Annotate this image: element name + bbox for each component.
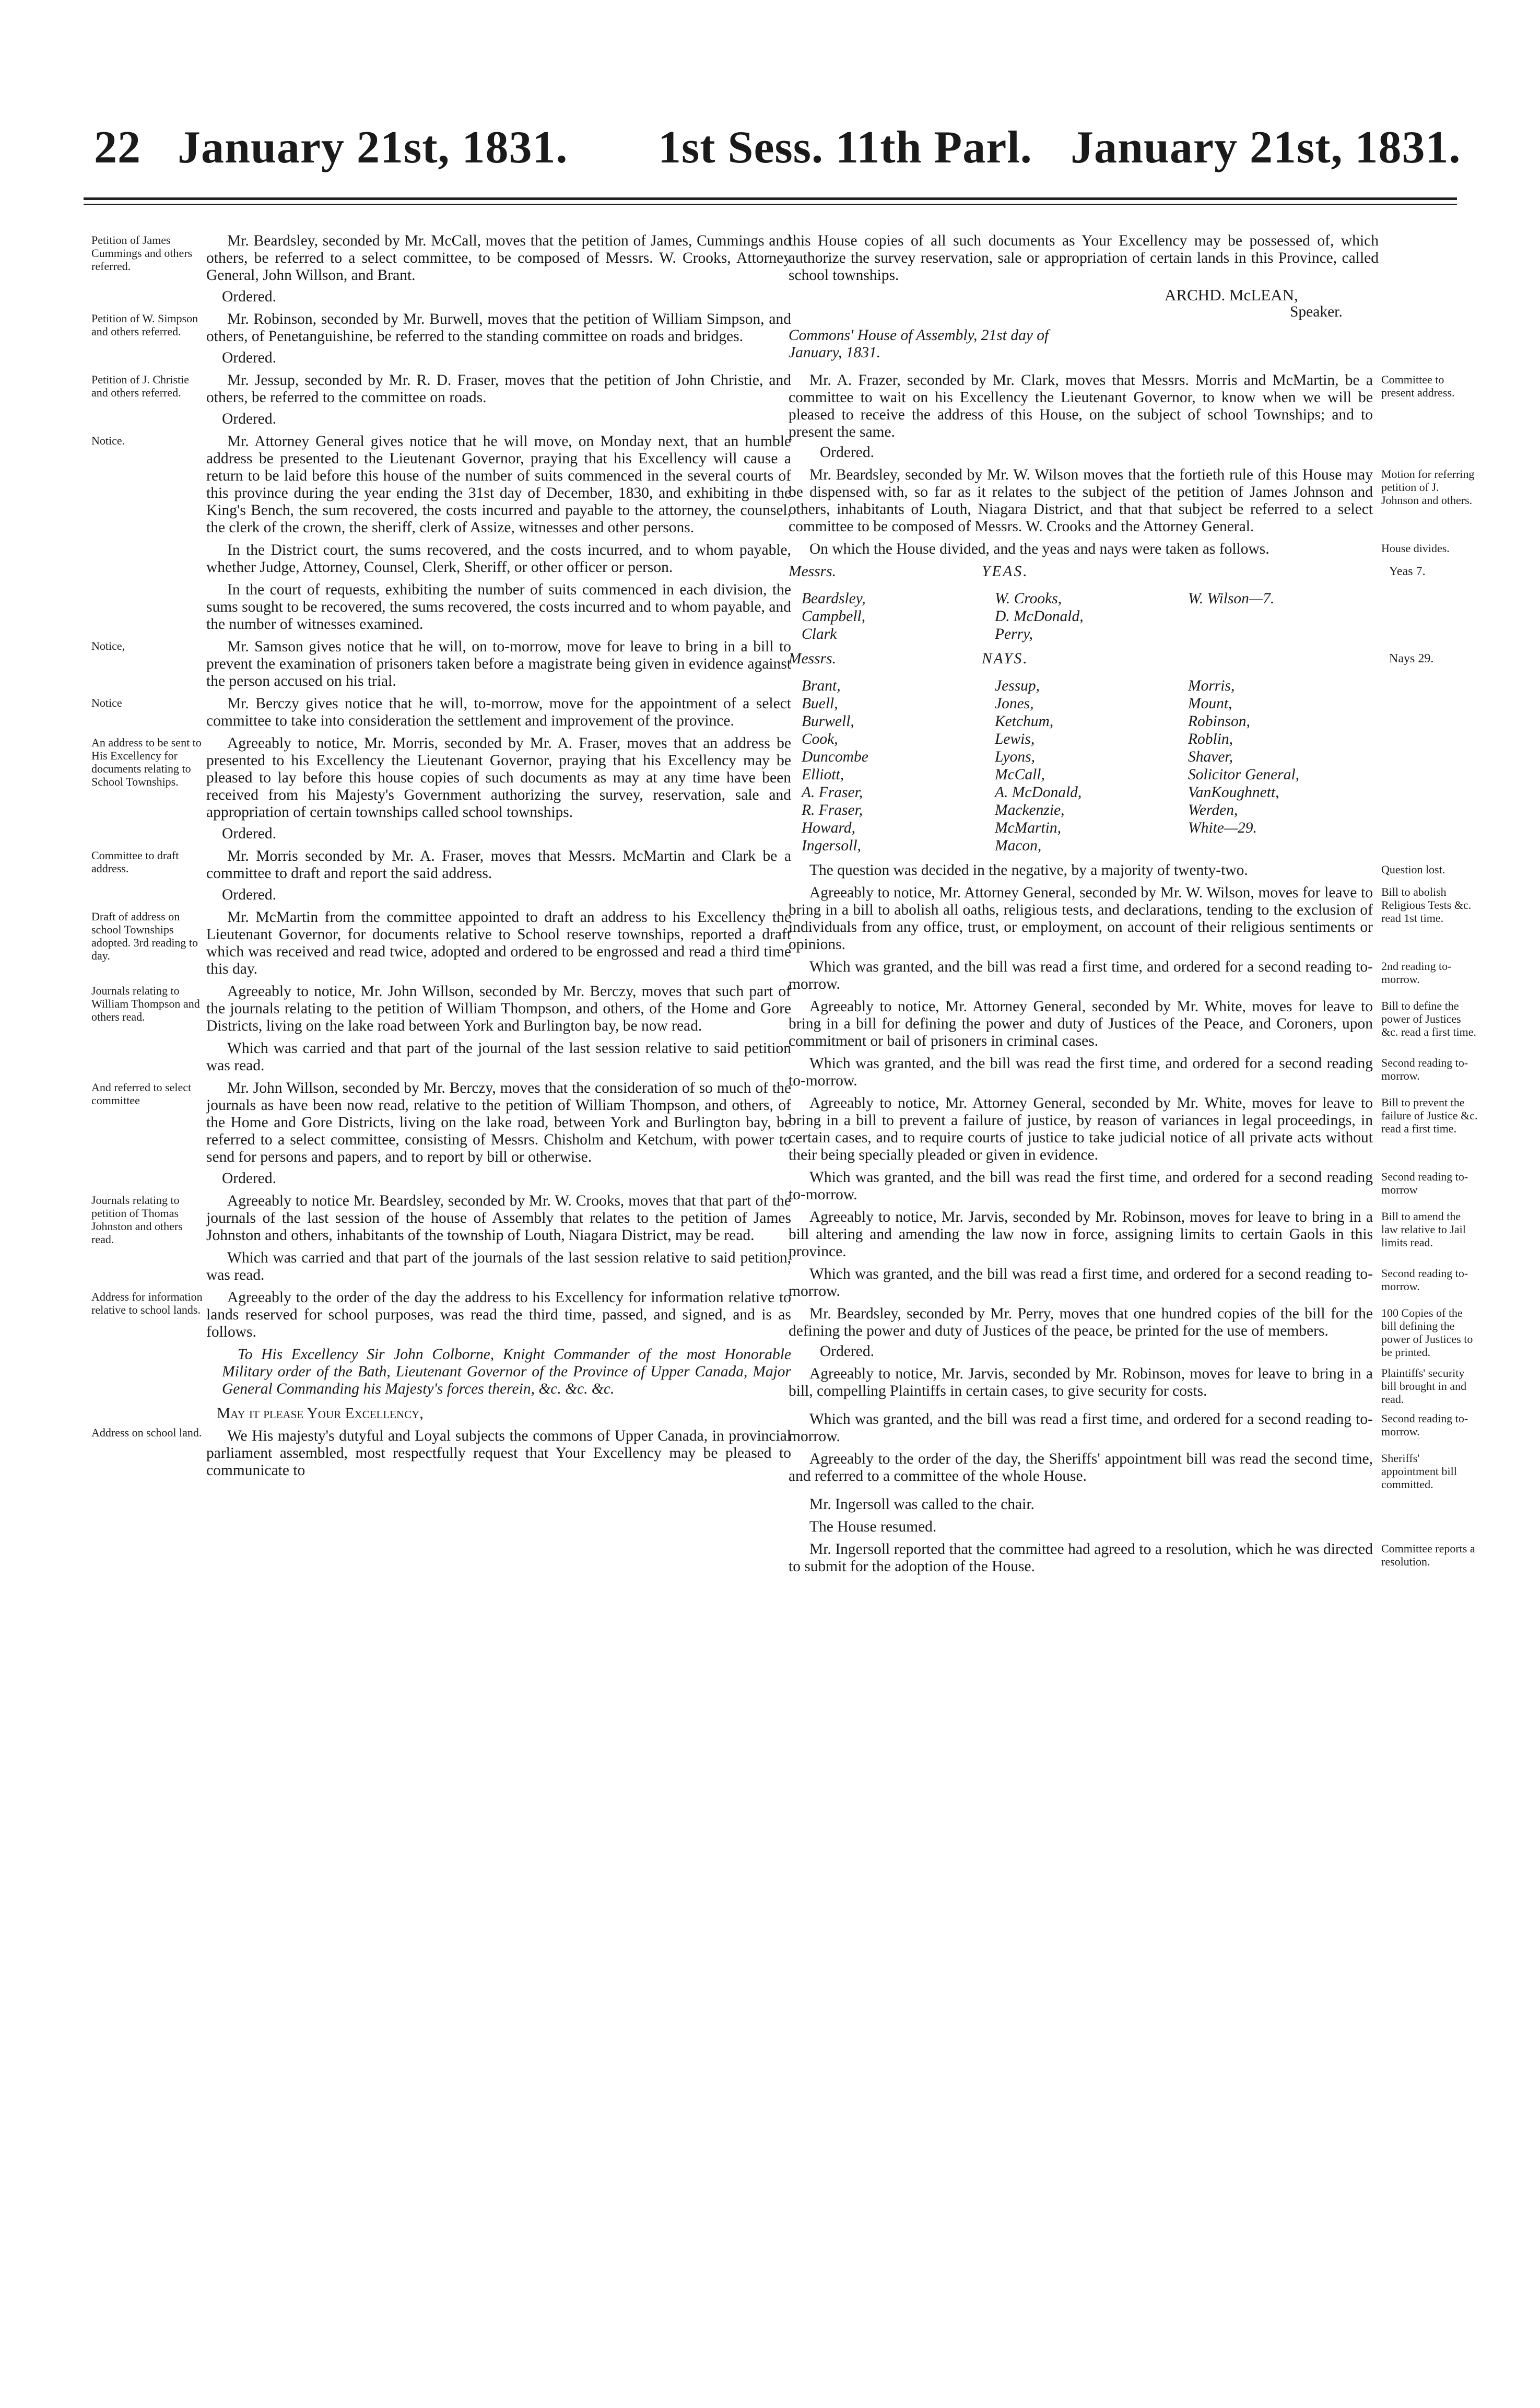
header-date-left: January 21st, 1831. — [178, 122, 568, 173]
motion-text: Mr. Beardsley, seconded by Mr. Perry, moves that one hundred copies of the bill for the defining the power and duty of Justices of the peace, be printed for the use of members. — [789, 1305, 1373, 1339]
member-name: Ingersoll, — [802, 837, 861, 854]
member-name: Buell, — [802, 695, 838, 712]
entry-jail-limits-second — [789, 1266, 1478, 1300]
report-text: Mr. Ingersoll reported that the committee had agreed to a resolution, which he was directed to submit for the adoption of the House. — [789, 1541, 1373, 1575]
margin-note: Committee to present address. — [1381, 373, 1455, 399]
right-column — [789, 232, 1478, 2379]
ordered-text: Ordered. — [820, 1343, 875, 1360]
entry-address-school-lands — [91, 1289, 791, 1341]
member-name: Morris, — [1188, 677, 1235, 694]
nays-count: Nays 29. — [1389, 652, 1434, 665]
margin-note: Journals relating to petition of Thomas Johnston and others read. — [91, 1194, 183, 1246]
margin-note: Bill to prevent the failure of Justice &c. read a first time. — [1381, 1096, 1478, 1135]
member-name: VanKoughnett, — [1188, 784, 1279, 801]
address-body: We His majesty's dutyful and Loyal subjects the commons of Upper Canada, in provincial parliament assembled, most respectfully request that Your Excellency may be pleased to communicate to — [206, 1428, 791, 1479]
ordered-text: Ordered. — [820, 444, 875, 461]
margin-note: 2nd reading to-morrow. — [1381, 960, 1452, 986]
motion-text: Mr. Beardsley, seconded by Mr. McCall, moves that the petition of James, Cummings and others, be referred to a select committee, to be composed of Messrs. W. Crooks, Attorney General, John Willson, and Brant. — [206, 232, 791, 284]
member-name: Mackenzie, — [995, 802, 1065, 819]
margin-note: Address on school land. — [91, 1426, 202, 1439]
motion-text: Agreeably to notice, Mr. John Willson, seconded by Mr. Berczy, moves that such part of the journals relating to the petition of William Thompson, and others, of the Home and Gore Districts, living on the lake road between York and Burlington bay, be now read. — [206, 983, 791, 1034]
member-name: White—29. — [1188, 820, 1257, 836]
entry-jail-limits-bill — [789, 1209, 1478, 1260]
entry-simpson-petition — [91, 311, 791, 367]
member-name: R. Fraser, — [802, 802, 863, 819]
address-greeting: May it please Your Excellency, — [217, 1405, 424, 1422]
notice-text: Mr. Attorney General gives notice that he will move, on Monday next, that an humble address be presented to the Lieutenant Governor, praying that his Excellency will cause a return to be laid before this house of the number of suits commenced in the several courts of this province during the year ending the 31st day of December, 1830, and exhibiting in the King's Bench, the sum recovered, the costs incurred and payable to the attorney, the counsel, the clerk of the crown, the sheriff, clerk of Assize, witnesses and other persons. — [206, 433, 791, 536]
result-text: Which was granted, and the bill was read a first time, and ordered for a second reading to-morrow. — [789, 958, 1373, 992]
motion-text: Mr. Morris seconded by Mr. A. Fraser, moves that Messrs. McMartin and Clark be a committee to draft and report the said address. — [206, 848, 791, 882]
member-name: Beardsley, — [802, 590, 866, 607]
entry-berczy-notice — [91, 695, 791, 730]
entry-house-divides — [789, 541, 1478, 558]
entry-address-text — [91, 1405, 791, 1479]
motion-text: Agreeably to notice, Mr. Morris, seconded by Mr. A. Fraser, moves that an address be presented to his Excellency the Lieutenant Governor, praying that his Excellency may be pleased to lay before this house copies of such documents as may at any time have been received from his Majesty's Government authorizing the survey, reservation, sale and appropriation of certain townships called school townships. — [206, 735, 791, 821]
notice-text: Mr. Berczy gives notice that he will, to-morrow, move for the appointment of a select committee to take into consideration the settlement and improvement of the province. — [206, 695, 791, 729]
ordered-text: Ordered. — [222, 411, 277, 427]
nays-messrs-label: Messrs. — [789, 650, 836, 667]
entry-failure-justice-second — [789, 1169, 1478, 1203]
margin-note: Draft of address on school Townships adopted. 3rd reading to day. — [91, 910, 198, 962]
entry-thompson-committee — [91, 1080, 791, 1187]
entry-draft-adopted — [91, 909, 791, 978]
member-name: Lewis, — [995, 731, 1035, 747]
margin-note: Journals relating to William Thompson and others read. — [91, 984, 200, 1023]
member-name: McCall, — [995, 766, 1045, 783]
entry-sheriffs-bill — [789, 1451, 1478, 1491]
result-text: Which was granted, and the bill was read the first time, and ordered for a second reading to-morrow. — [789, 1055, 1373, 1089]
member-name: Duncombe — [802, 749, 868, 765]
motion-text: Agreeably to notice, Mr. Attorney General, seconded by Mr. White, moves for leave to bring in a bill for defining the power and duty of Justices of the Peace, and Coroners, upon commitment or bail of prisoners in criminal cases. — [789, 998, 1373, 1049]
entry-copies-printed — [789, 1305, 1478, 1360]
margin-note: Committee to draft address. — [91, 849, 179, 875]
motion-text: Mr. Jessup, seconded by Mr. R. D. Fraser, moves that the petition of John Christie, and others, be referred to the committee on roads. — [206, 372, 791, 406]
entry-plaintiffs-bill — [789, 1365, 1478, 1406]
yeas-title: YEAS. — [982, 563, 1029, 580]
result-text: Which was granted, and the bill was read a first time, and ordered for a second reading to-morrow. — [789, 1411, 1373, 1445]
motion-text: Agreeably to notice, Mr. Jarvis, seconded by Mr. Robinson, moves for leave to bring in a bill altering and amending the law now in force, assigning limits to certain Gaols in this province. — [789, 1209, 1373, 1260]
entry-attorney-notice — [91, 433, 791, 633]
member-name: Campbell, — [802, 608, 866, 625]
report-text: Mr. McMartin from the committee appointed to draft an address to his Excellency the Lieutenant Governor, for documents relative to School reserve townships, reported a draft which was received and read twice, adopted and ordered to be engrossed and read a third time this day. — [206, 909, 791, 977]
yeas-block — [789, 563, 1478, 643]
entry-religious-tests-second — [789, 958, 1478, 993]
margin-note: Petition of W. Simpson and others referred. — [91, 312, 198, 338]
yeas-count: Yeas 7. — [1389, 565, 1426, 578]
member-name: Mount, — [1188, 695, 1232, 712]
margin-note: Sheriffs' appointment bill committed. — [1381, 1452, 1457, 1491]
signature-title: Speaker. — [1290, 303, 1343, 320]
margin-note: An address to be sent to His Excellency for documents relating to School Townships. — [91, 736, 202, 788]
address-salutation: To His Excellency Sir John Colborne, Knight Commander of the most Honorable Military order of the Bath, Lieutenant Governor of the Province of Upper Canada, Major General Commanding his Majesty's forces therein, &c. &c. &c. — [222, 1346, 791, 1397]
page-number: 22 — [94, 122, 141, 173]
member-name: Macon, — [995, 837, 1042, 854]
ordered-text: Ordered. — [222, 288, 277, 305]
member-name — [1188, 625, 1386, 643]
result-text: Which was carried and that part of the journals of the last session relative to said petition, was read. — [206, 1249, 791, 1283]
member-name: A. McDonald, — [995, 784, 1082, 801]
page-header — [94, 121, 1461, 184]
member-name: Shaver, — [1188, 749, 1233, 765]
member-name: Howard, — [802, 820, 855, 836]
entry-chair — [789, 1496, 1478, 1513]
address-body-continued: this House copies of all such documents as Your Excellency may be possessed of, which authorize the survey reservation, sale or appropriation of certain lands in this Province, called school townships. — [789, 232, 1379, 284]
entry-school-townships-address — [91, 735, 791, 843]
chair-text: Mr. Ingersoll was called to the chair. — [809, 1496, 1034, 1513]
header-rule-thick — [84, 197, 1457, 200]
entry-justices-bill — [789, 998, 1478, 1050]
motion-text: Mr. Robinson, seconded by Mr. Burwell, moves that the petition of William Simpson, and others, of Penetanguishine, be referred to the standing committee on roads and bridges. — [206, 311, 791, 345]
entry-christie-petition — [91, 372, 791, 428]
entry-religious-tests-bill — [789, 884, 1478, 953]
member-name — [1188, 837, 1386, 855]
margin-note: Address for information relative to school lands. — [91, 1290, 203, 1316]
order-text: Agreeably to the order of the day the address to his Excellency for information relative to lands reserved for school purposes, was read the third time, passed, and signed, and is as follows. — [206, 1289, 791, 1340]
motion-text: Mr. Beardsley, seconded by Mr. W. Wilson moves that the fortieth rule of this House may be dispensed with, so far as it relates to the subject of the petition of James Johnson and others, inhabitants of Louth, Niagara District, and that that subject be referred to a select committee to be composed of Messrs. W. Crooks and the Attorney General. — [789, 466, 1373, 535]
margin-note: Second reading to-morrow. — [1381, 1267, 1468, 1293]
entry-thompson-journals — [91, 983, 791, 1074]
motion-text: Agreeably to notice, Mr. Attorney General, seconded by Mr. W. Wilson, moves for leave to bring in a bill to abolish all oaths, religious tests, and declarations, tending to the exclusion of individuals from any office, trust, or employment, on account of their religious sentiments or opinions. — [789, 884, 1373, 953]
member-name: Werden, — [1188, 802, 1238, 819]
header-date-right: January 21st, 1831. — [1071, 122, 1461, 173]
margin-note: Second reading to-morrow. — [1381, 1412, 1468, 1438]
ordered-text: Ordered. — [222, 1170, 277, 1187]
member-name: Jessup, — [995, 677, 1040, 694]
member-name: Elliott, — [802, 766, 844, 783]
header-session: 1st Sess. 11th Parl. — [658, 122, 1032, 173]
member-name: Lyons, — [995, 749, 1035, 765]
margin-note: Notice — [91, 696, 122, 709]
motion-text: Agreeably to notice, Mr. Jarvis, seconded by Mr. Robinson, moves for leave to bring in a bill, compelling Plaintiffs in certain cases, to give security for costs. — [789, 1365, 1373, 1399]
margin-note: Motion for referring petition of J. Johnson and others. — [1381, 467, 1475, 507]
entry-samson-notice — [91, 638, 791, 690]
entry-fortieth-rule — [789, 466, 1478, 535]
member-name: A. Fraser, — [802, 784, 863, 801]
division-text: On which the House divided, and the yeas and nays were taken as follows. — [809, 541, 1269, 557]
margin-note: Second reading to-morrow — [1381, 1170, 1468, 1196]
member-name: Clark — [802, 626, 837, 642]
member-name: Ketchum, — [995, 713, 1054, 730]
member-name: Burwell, — [802, 713, 854, 730]
nays-title: NAYS. — [982, 650, 1029, 667]
order-text: Agreeably to the order of the day, the Sheriffs' appointment bill was read the second time, and referred to a committee of the whole House. — [789, 1451, 1373, 1484]
ordered-text: Ordered. — [222, 886, 277, 903]
member-name: Perry, — [995, 626, 1033, 642]
member-name: D. McDonald, — [995, 608, 1084, 625]
left-column — [91, 232, 791, 2379]
margin-note: Bill to amend the law relative to Jail limits read. — [1381, 1210, 1466, 1249]
margin-note: House divides. — [1381, 542, 1450, 555]
motion-text: Agreeably to notice Mr. Beardsley, seconded by Mr. W. Crooks, moves that that part of the journals of the last session of the house of Assembly that relates to the petition of James Johnston and others, inhabitants of the township of Louth, Niagara District, may be read. — [206, 1193, 791, 1244]
ordered-text: Ordered. — [222, 825, 277, 842]
notice-text: In the District court, the sums recovered, and the costs incurred, and to whom payable, whether Judge, Attorney, Counsel, Clerk, Sheriff, or other officer or person. — [206, 542, 791, 576]
entry-cummings-petition — [91, 232, 791, 306]
member-name: W. Wilson—7. — [1188, 590, 1275, 607]
margin-note: Notice, — [91, 639, 125, 652]
member-name: Solicitor General, — [1188, 766, 1300, 783]
result-text: The question was decided in the negative, by a majority of twenty-two. — [809, 862, 1248, 879]
entry-present-committee — [789, 372, 1478, 461]
yeas-names — [802, 590, 1478, 643]
result-text: Which was carried and that part of the journal of the last session relative to said petition was read. — [206, 1040, 791, 1074]
ordered-text: Ordered. — [222, 349, 277, 366]
nays-names — [802, 677, 1478, 855]
entry-failure-justice-bill — [789, 1095, 1478, 1164]
margin-note: Bill to define the power of Justices &c. read a first time. — [1381, 999, 1477, 1038]
margin-note: Plaintiffs' security bill brought in and read. — [1381, 1366, 1467, 1406]
member-name: Cook, — [802, 731, 838, 747]
entry-house-resumed — [789, 1518, 1478, 1536]
margin-note: Second reading to-morrow. — [1381, 1056, 1468, 1082]
motion-text: Mr. John Willson, seconded by Mr. Berczy, moves that the consideration of so much of the journals as have been now read, relative to the petition of William Thompson, and others, of the Home and Gore Districts, living on the lake road, between York and Burlington bay, be referred to a select committee, consisting of Messrs. Chisholm and Ketchum, with power to send for persons and papers, and to report by bill or otherwise. — [206, 1080, 791, 1165]
margin-note: Committee reports a resolution. — [1381, 1542, 1475, 1568]
motion-text: Agreeably to notice, Mr. Attorney General, seconded by Mr. White, moves for leave to bring in a bill to prevent a failure of justice, by reason of variances in legal proceedings, in certain cases, and to require courts of justice to take judicial notice of all private acts without their being specially pleaded or given in evidence. — [789, 1095, 1373, 1163]
address-place-date: Commons' House of Assembly, 21st day of January, 1831. — [789, 327, 1049, 361]
entry-address-continued — [789, 232, 1478, 367]
signature-name: ARCHD. McLEAN, — [1165, 286, 1298, 304]
motion-text: Mr. A. Frazer, seconded by Mr. Clark, moves that Messrs. Morris and McMartin, be a committee to wait on his Excellency the Lieutenant Governor, to know when we will be pleased to receive the address of this House, on the subject of school Townships; and to present the same. — [789, 372, 1373, 440]
result-text: Which was granted, and the bill was read a first time, and ordered for a second reading to-morrow. — [789, 1266, 1373, 1300]
member-name — [1188, 607, 1386, 625]
member-name: McMartin, — [995, 820, 1061, 836]
margin-note: Bill to abolish Religious Tests &c. read 1st time. — [1381, 885, 1472, 925]
entry-justices-second — [789, 1055, 1478, 1090]
entry-johnston-journals — [91, 1193, 791, 1284]
margin-note: Notice. — [91, 434, 125, 447]
margin-note: And referred to select committee — [91, 1081, 192, 1107]
margin-note: Question lost. — [1381, 863, 1445, 876]
header-rule-thin — [84, 204, 1457, 205]
margin-note: Petition of J. Christie and others referred. — [91, 373, 189, 399]
member-name: W. Crooks, — [995, 590, 1062, 607]
margin-note: 100 Copies of the bill defining the power of Justices to be printed. — [1381, 1306, 1473, 1359]
entry-committee-resolution — [789, 1541, 1478, 1575]
member-name: Robinson, — [1188, 713, 1250, 730]
entry-draft-committee — [91, 848, 791, 904]
member-name: Brant, — [802, 677, 841, 694]
notice-text: In the court of requests, exhibiting the number of suits commenced in each division, the sums sought to be recovered, the sums recovered, the costs incurred and to whom payable, and the number of witnesses examined. — [206, 581, 791, 633]
member-name: Jones, — [995, 695, 1034, 712]
nays-block — [789, 650, 1478, 855]
result-text: Which was granted, and the bill was read the first time, and ordered for a second reading to-morrow. — [789, 1169, 1373, 1203]
margin-note: Petition of James Cummings and others referred. — [91, 233, 193, 273]
entry-plaintiffs-second — [789, 1411, 1478, 1445]
yeas-messrs-label: Messrs. — [789, 563, 836, 580]
notice-text: Mr. Samson gives notice that he will, on to-morrow, move for leave to bring in a bill to prevent the examination of prisoners taken before a magistrate being given in evidence against the person accused on his trial. — [206, 638, 791, 689]
member-name: Roblin, — [1188, 731, 1233, 747]
entry-question-lost — [789, 862, 1478, 879]
resumed-text: The House resumed. — [809, 1518, 937, 1535]
